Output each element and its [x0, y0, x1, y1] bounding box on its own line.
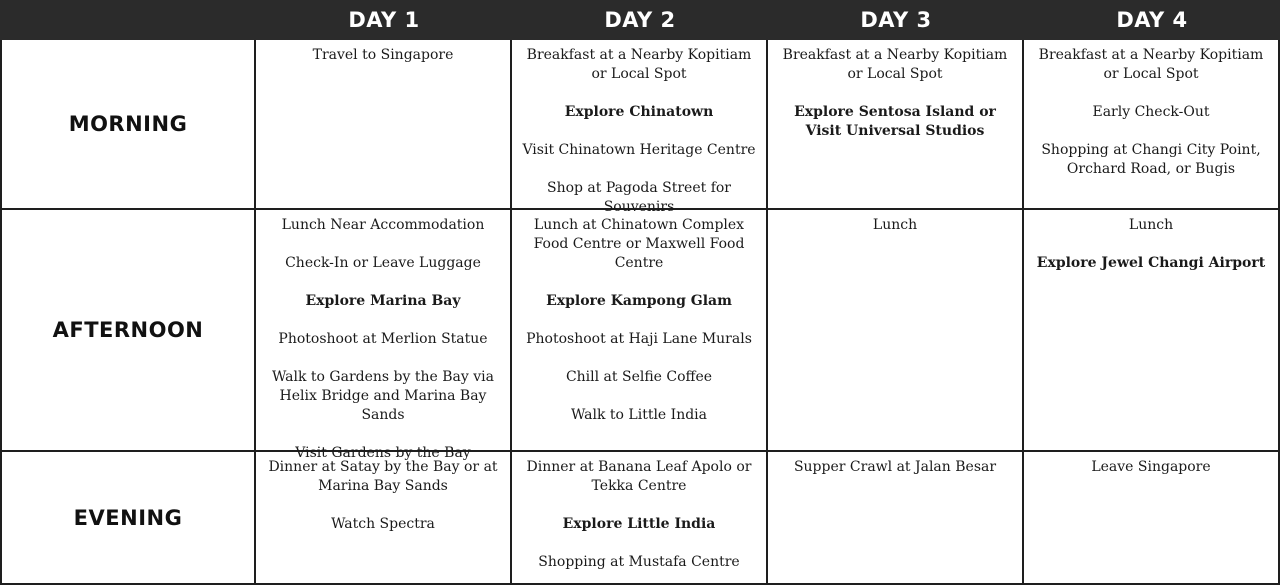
activity-item: Shopping at Changi City Point, Orchard Road, or Bugis — [1041, 142, 1261, 177]
activity-item: Early Check-Out — [1092, 104, 1210, 120]
activity-highlight: Explore Marina Bay — [305, 293, 461, 309]
activity-highlight: Explore Chinatown — [564, 104, 714, 120]
activity-item: Check-In or Leave Luggage — [285, 255, 481, 271]
row-label-evening: EVENING — [0, 452, 256, 585]
cell-evening-day2 — [512, 452, 768, 585]
cell-afternoon-day1 — [256, 210, 512, 461]
activity-item: Photoshoot at Merlion Statue — [278, 331, 488, 347]
header-day-4: DAY 4 — [1024, 0, 1280, 40]
cell-morning-day4 — [1024, 40, 1280, 210]
row-label-afternoon: AFTERNOON — [0, 210, 256, 452]
activity-item: Breakfast at a Nearby Kopitiam or Local Spot — [1038, 47, 1264, 82]
row-label-morning: MORNING — [0, 40, 256, 210]
cell-evening-day3 — [768, 452, 1024, 585]
activity-item: Walk to Gardens by the Bay via Helix Bridge and Marina Bay Sands — [272, 369, 494, 423]
activity-item: Leave Singapore — [1091, 459, 1211, 475]
activity-item: Lunch — [1128, 217, 1174, 233]
cell-afternoon-day4 — [1024, 210, 1280, 452]
activity-item: Dinner at Satay by the Bay or at Marina Bay Sands — [268, 459, 498, 494]
activity-item: Breakfast at a Nearby Kopitiam or Local Spot — [526, 47, 752, 82]
header-day-2: DAY 2 — [512, 0, 768, 40]
cell-afternoon-day2 — [512, 210, 768, 452]
activity-item: Visit Gardens by the Bay — [295, 445, 471, 461]
activity-highlight: Explore Jewel Changi Airport — [1036, 255, 1266, 271]
cell-morning-day1 — [256, 40, 512, 210]
activity-item: Shop at Pagoda Street for Souvenirs — [546, 180, 732, 215]
activity-highlight: Explore Little India — [562, 516, 716, 532]
activity-highlight: Explore Kampong Glam — [546, 293, 732, 309]
activity-item: Lunch — [872, 217, 918, 233]
activity-item: Dinner at Banana Leaf Apolo or Tekka Centre — [526, 459, 752, 494]
header-day-1: DAY 1 — [256, 0, 512, 40]
cell-morning-day3 — [768, 40, 1024, 210]
activity-highlight: Explore Sentosa Island or Visit Universal Studios — [794, 104, 996, 139]
cell-afternoon-day3 — [768, 210, 1024, 452]
activity-item: Shopping at Mustafa Centre — [538, 554, 740, 570]
activity-item: Lunch Near Accommodation — [281, 217, 485, 233]
header-day-3: DAY 3 — [768, 0, 1024, 40]
activity-item: Supper Crawl at Jalan Besar — [793, 459, 997, 475]
activity-item: Lunch at Chinatown Complex Food Centre or Maxwell Food Centre — [533, 217, 745, 271]
cell-morning-day2 — [512, 40, 768, 215]
activity-item: Chill at Selfie Coffee — [565, 369, 713, 385]
header-corner — [0, 0, 256, 40]
activity-item: Photoshoot at Haji Lane Murals — [526, 331, 752, 347]
activity-item: Watch Spectra — [331, 516, 435, 532]
cell-evening-day4 — [1024, 452, 1280, 585]
cell-evening-day1 — [256, 452, 512, 585]
activity-item: Breakfast at a Nearby Kopitiam or Local Spot — [782, 47, 1008, 82]
activity-item: Walk to Little India — [570, 407, 707, 423]
activity-item: Travel to Singapore — [312, 47, 454, 63]
activity-item: Visit Chinatown Heritage Centre — [522, 142, 756, 158]
